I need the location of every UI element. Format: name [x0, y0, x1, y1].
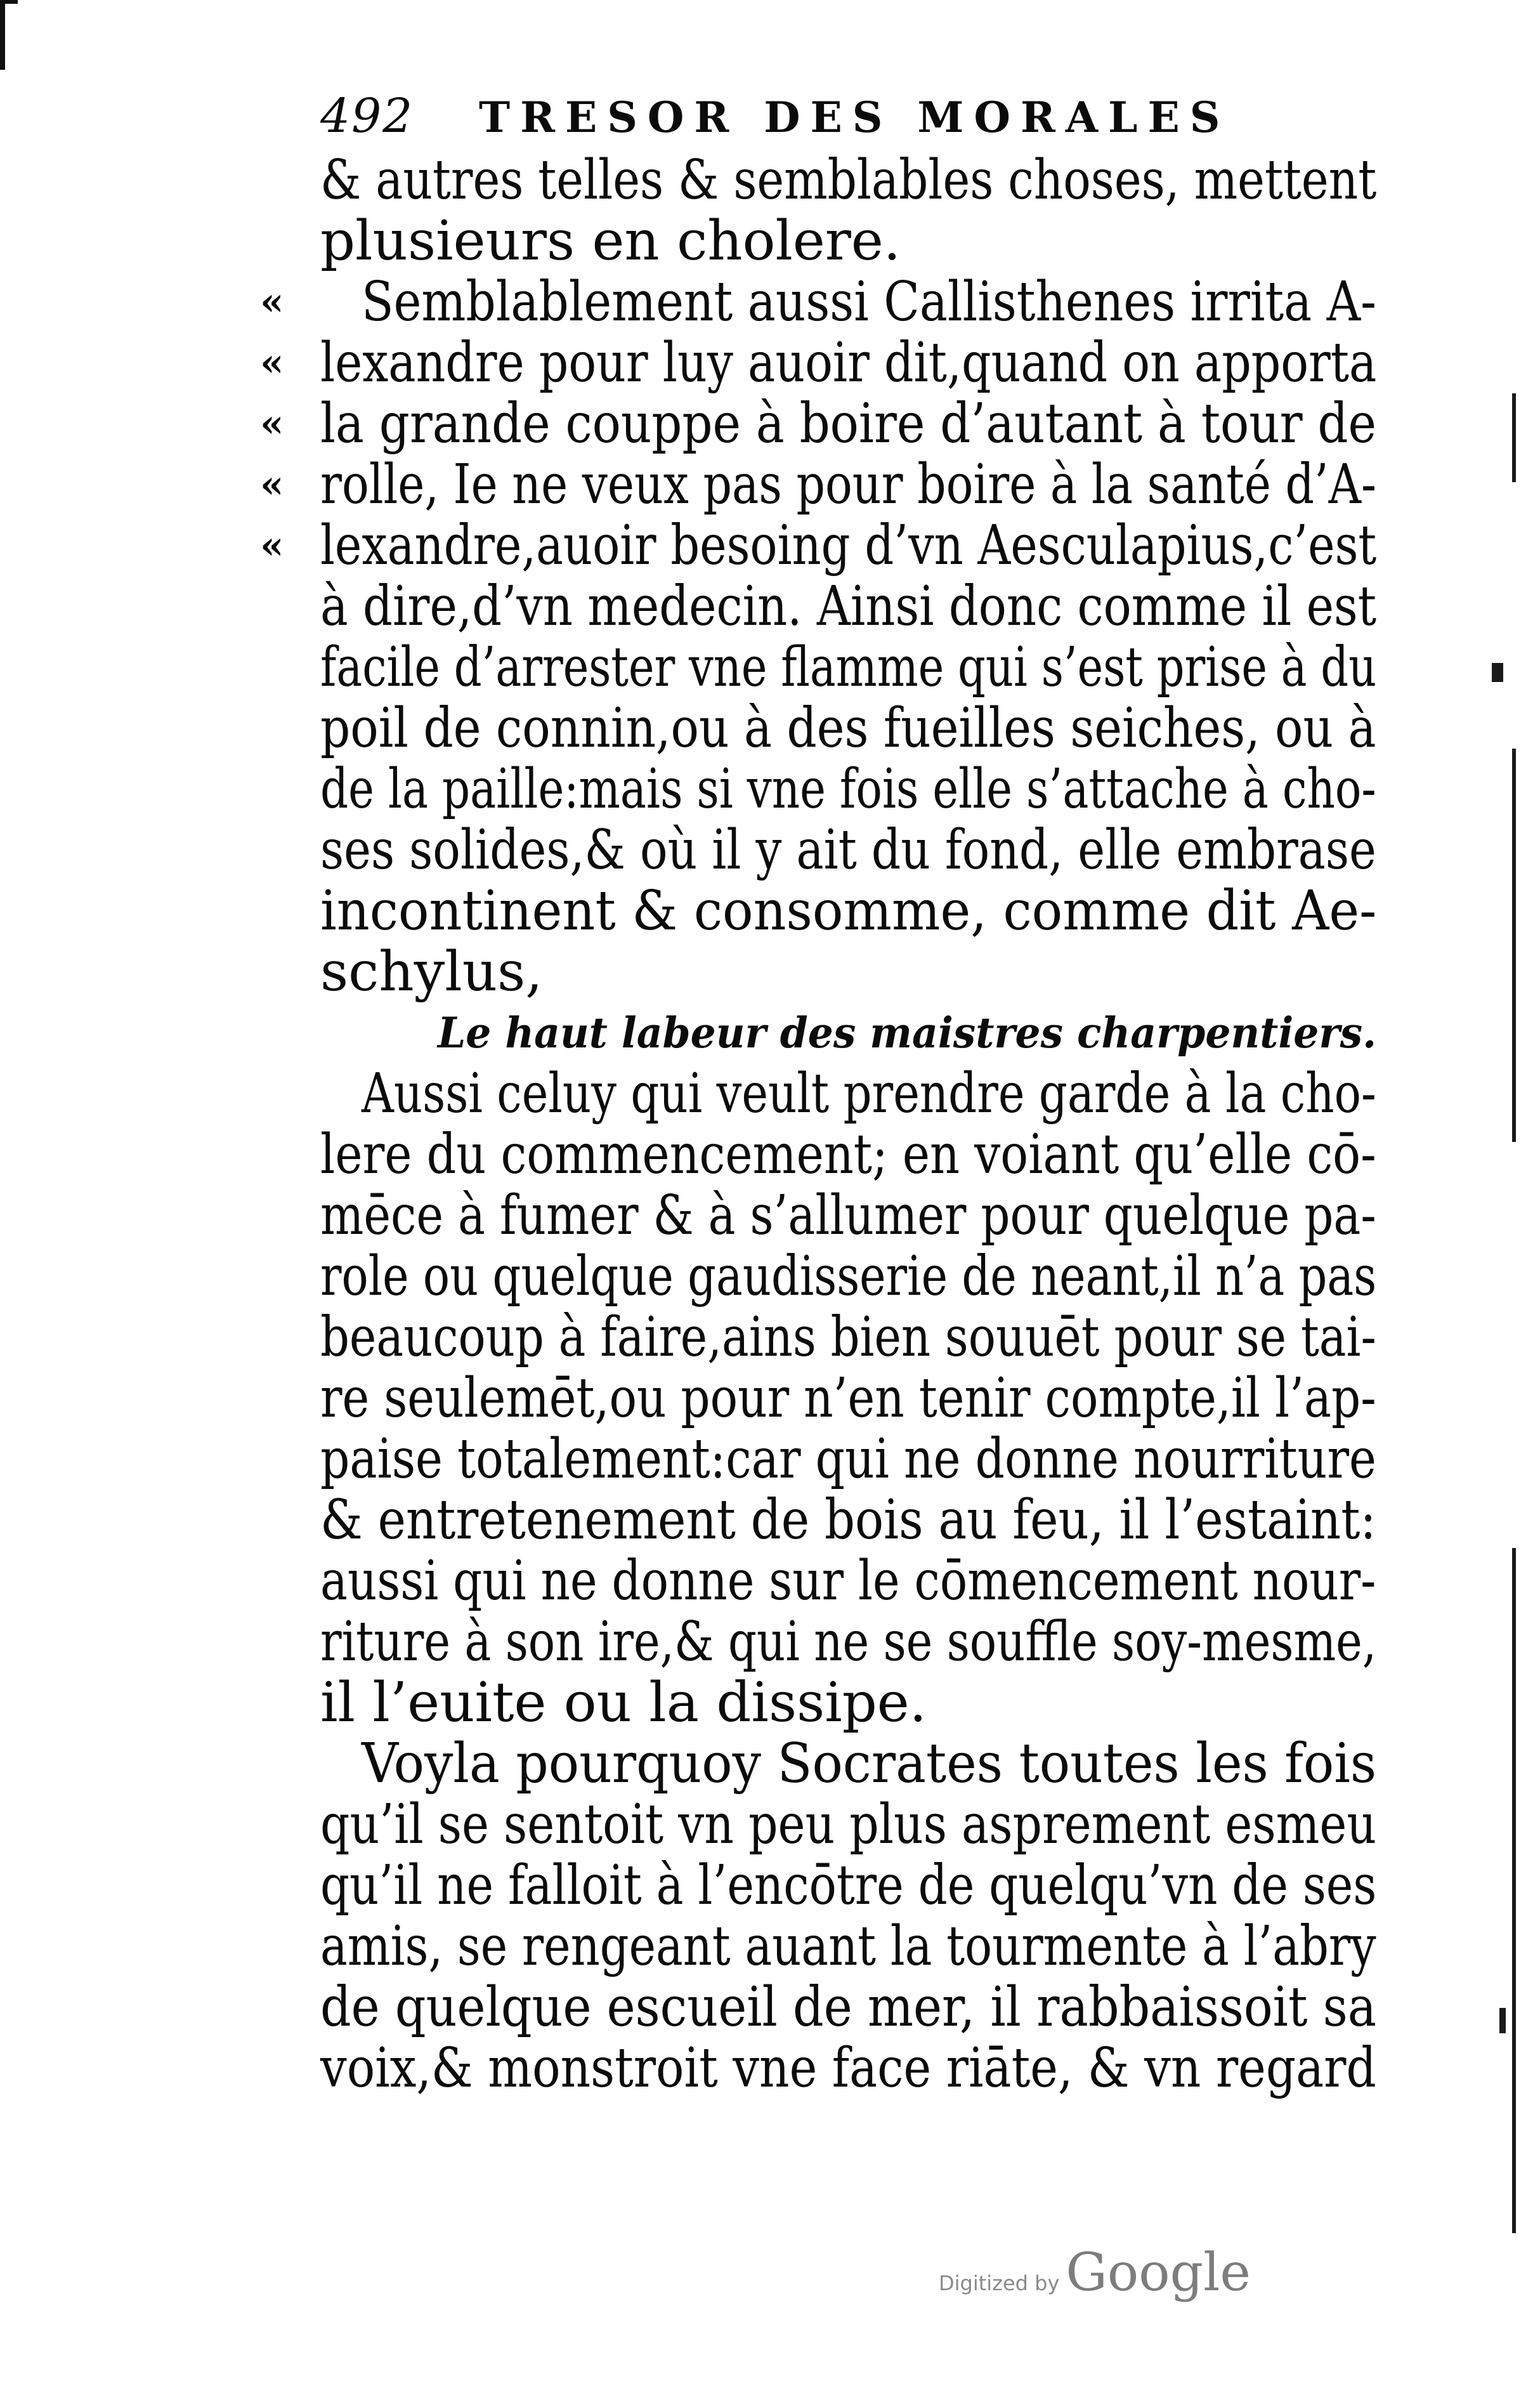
page-header — [320, 89, 1361, 146]
text-line — [0, 941, 1540, 1002]
line-text: Le haut labeur des maistres charpentiers. — [438, 1008, 1377, 1058]
text-line — [0, 211, 1540, 272]
quote-marker: « — [260, 523, 284, 568]
digitization-watermark — [939, 2243, 1251, 2303]
line-text: Semblablement aussi Callisthenes irrita A- — [362, 270, 1377, 334]
text-line — [0, 1794, 1540, 1855]
text-line — [0, 1124, 1540, 1185]
text-line — [0, 1611, 1540, 1672]
text-line — [0, 515, 1540, 576]
text-line — [0, 2038, 1540, 2099]
line-text: riture à son ire,& qui ne se souffle soy-mesme, — [320, 1610, 1377, 1674]
line-text: & autres telles & semblables choses, mettent — [320, 148, 1377, 212]
text-line — [0, 1246, 1540, 1307]
text-line — [0, 1855, 1540, 1916]
line-text: re seulemēt,ou pour n’en tenir compte,il l’ap- — [320, 1367, 1376, 1430]
line-text: la grande couppe à boire d’autant à tour de — [320, 392, 1377, 456]
line-text: & entretenement de bois au feu, il l’estaint: — [320, 1488, 1376, 1552]
text-line — [0, 1185, 1540, 1246]
line-text: Aussi celuy qui veult prendre garde à la cho- — [362, 1062, 1376, 1125]
quote-marker: « — [260, 402, 284, 446]
line-text: incontinent & consomme, comme dit Ae- — [320, 879, 1377, 943]
text-line — [0, 454, 1540, 515]
line-text: lere du commencement; en voiant qu’elle cō- — [320, 1123, 1376, 1186]
line-text: qu’il ne falloit à l’encōtre de quelqu’vn de ses — [320, 1854, 1377, 1917]
line-text: role ou quelque gaudisserie de neant,il n’a pas — [320, 1245, 1377, 1308]
quote-marker: « — [260, 462, 284, 507]
text-line — [0, 1063, 1540, 1124]
line-text: rolle, Ie ne veux pas pour boire à la santé d’A- — [320, 453, 1376, 516]
line-text: mēce à fumer & à s’allumer pour quelque pa- — [320, 1184, 1376, 1247]
line-text: qu’il se sentoit vn peu plus asprement esmeu — [320, 1793, 1377, 1856]
text-line — [0, 1368, 1540, 1429]
page-number: 492 — [320, 89, 414, 143]
text-line — [0, 698, 1540, 759]
text-line — [0, 272, 1540, 332]
text-line — [0, 637, 1540, 698]
text-line — [0, 1916, 1540, 1977]
line-text: il l’euite ou la dissipe. — [320, 1671, 927, 1734]
body-text — [0, 150, 1540, 2099]
text-line — [0, 576, 1540, 637]
text-line — [0, 332, 1540, 393]
line-text: aussi qui ne donne sur le cōmencement nour- — [320, 1549, 1376, 1613]
line-text: beaucoup à faire,ains bien souuēt pour se tai- — [320, 1306, 1376, 1369]
text-line — [0, 881, 1540, 941]
quote-marker: « — [260, 280, 284, 324]
line-text: lexandre,auoir besoing d’vn Aesculapius,c’est — [320, 514, 1377, 577]
text-line — [0, 1429, 1540, 1490]
line-text: Voyla pourquoy Socrates toutes les fois — [362, 1732, 1377, 1795]
text-line — [0, 1551, 1540, 1611]
line-text: poil de connin,ou à des fueilles seiches, ou à — [320, 697, 1376, 760]
line-text: schylus, — [320, 940, 543, 1004]
verse-quotation — [0, 1002, 1540, 1063]
line-text: amis, se rengeant auant la tourmente à l’abry — [320, 1915, 1376, 1978]
text-line — [0, 1307, 1540, 1368]
text-line — [0, 393, 1540, 454]
line-text: facile d’arrester vne flamme qui s’est prise à du — [320, 636, 1377, 699]
line-text: de la paille:mais si vne fois elle s’attache à cho- — [320, 757, 1376, 821]
scan-corner-mark — [0, 0, 18, 70]
text-line — [0, 1672, 1540, 1733]
running-title: TRESOR DES MORALES — [479, 93, 1230, 142]
line-text: voix,& monstroit vne face riāte, & vn regard — [320, 2036, 1376, 2100]
text-line — [0, 1490, 1540, 1551]
line-text: plusieurs en cholere. — [320, 209, 901, 273]
line-text: à dire,d’vn medecin. Ainsi donc comme il est — [320, 575, 1377, 638]
text-line — [0, 1733, 1540, 1794]
text-line — [0, 150, 1540, 211]
text-line — [0, 759, 1540, 820]
text-line — [0, 820, 1540, 881]
watermark-prefix: Digitized by — [939, 2271, 1060, 2295]
line-text: paise totalement:car qui ne donne nourriture — [320, 1427, 1376, 1491]
line-text: lexandre pour luy auoir dit,quand on apporta — [320, 331, 1377, 395]
text-line — [0, 1977, 1540, 2038]
google-logo: Google — [1066, 2243, 1251, 2303]
line-text: de quelque escueil de mer, il rabbaissoit sa — [320, 1976, 1377, 2039]
quote-marker: « — [260, 341, 284, 385]
line-text: ses solides,& où il y ait du fond, elle embrase — [320, 818, 1376, 882]
